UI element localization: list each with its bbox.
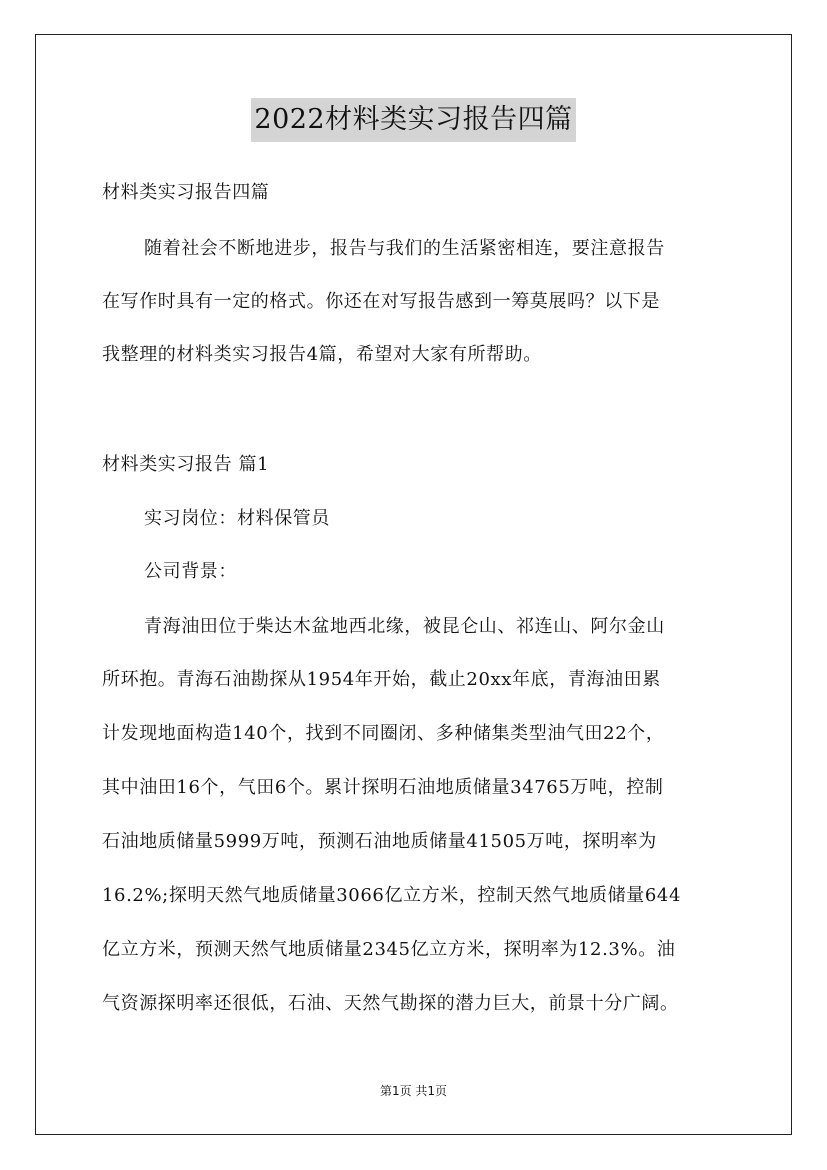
intro-line-3: 我整理的材料类实习报告4篇，希望对大家有所帮助。 <box>102 344 542 365</box>
paragraph-line: 气资源探明率还很低，石油、天然气勘探的潜力巨大，前景十分广阔。 <box>102 993 679 1014</box>
intro-line-1: 随着社会不断地进步，报告与我们的生活紧密相连，要注意报告 <box>144 238 665 259</box>
paragraph-line: 亿立方米，预测天然气地质储量2345亿立方米，探明率为12.3%。油 <box>102 939 676 960</box>
internship-position: 实习岗位：材料保管员 <box>144 508 330 529</box>
subtitle: 材料类实习报告四篇 <box>102 182 270 203</box>
paragraph-line: 石油地质储量5999万吨，预测石油地质储量41505万吨，探明率为 <box>102 831 657 852</box>
page-footer: 第1页 共1页 <box>379 1084 448 1098</box>
document-title-text: 2022材料类实习报告四篇 <box>251 98 575 142</box>
paragraph-line: 青海油田位于柴达木盆地西北缘，被昆仑山、祁连山、阿尔金山 <box>144 616 665 637</box>
paragraph-line: 其中油田16个，气田6个。累计探明石油地质储量34765万吨，控制 <box>102 777 664 798</box>
section-heading: 材料类实习报告 篇1 <box>102 454 270 475</box>
intro-line-2: 在写作时具有一定的格式。你还在对写报告感到一筹莫展吗？以下是 <box>102 291 660 312</box>
paragraph-line: 16.2%;探明天然气地质储量3066亿立方米，控制天然气地质储量644 <box>102 885 682 906</box>
paragraph-line: 所环抱。青海石油勘探从1954年开始，截止20xx年底，青海油田累 <box>102 669 661 690</box>
document-title <box>0 98 827 142</box>
paragraph-line: 计发现地面构造140个，找到不同圈闭、多种储集类型油气田22个， <box>102 723 665 744</box>
company-background-label: 公司背景： <box>144 561 237 582</box>
